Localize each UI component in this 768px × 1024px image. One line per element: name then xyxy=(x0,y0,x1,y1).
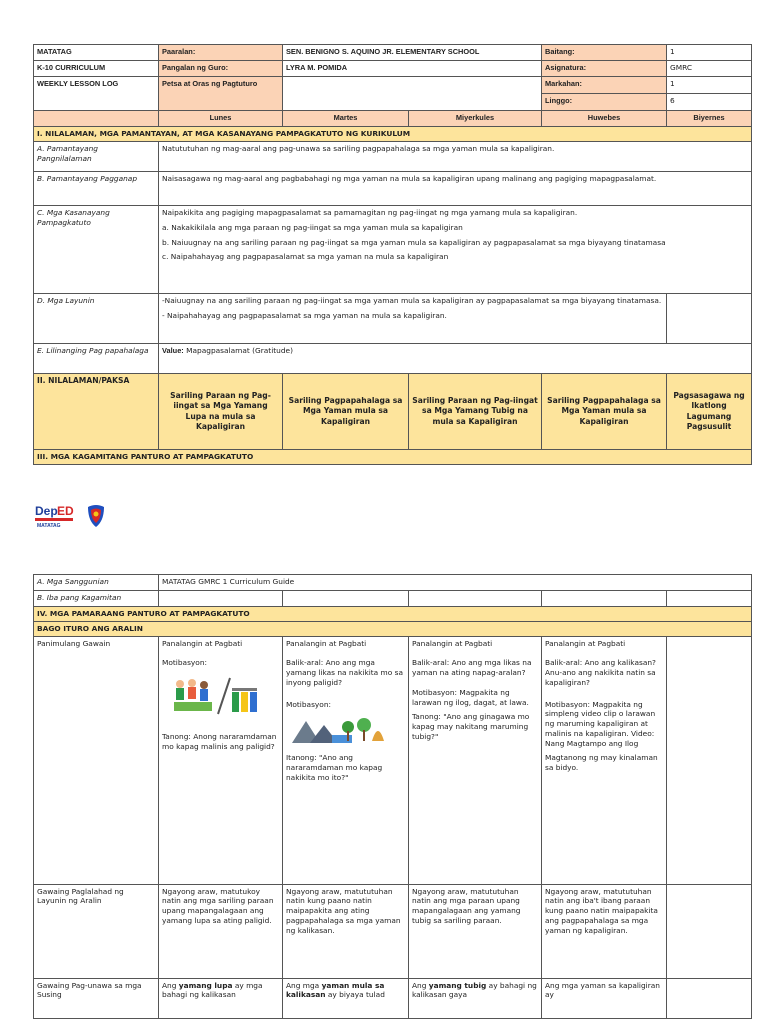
kagamitan-cell xyxy=(159,591,283,607)
panimula-text: Motibasyon: Magpakita ng larawan ng ilog, dagat, at lawa. xyxy=(412,687,529,707)
value-text: Mapagpasalamat (Gratitude) xyxy=(186,346,293,355)
panimula-text: Balik-aral: Ano ang mga likas na yaman na ating napag-aralan? xyxy=(412,658,532,678)
header-matatag: MATATAG xyxy=(34,45,159,61)
panimula-biyernes xyxy=(667,636,752,884)
panimula-text: Motibasyon: xyxy=(286,699,331,709)
kagamitan-cell xyxy=(542,591,667,607)
kagamitan-cell xyxy=(409,591,542,607)
layunin-gawain-martes: Ngayong araw, matututuhan natin kung paano natin maipapakita ang ating pagpapahalaga sa mga yaman ng kalikasan. xyxy=(283,884,409,978)
paaralan-label: Paaralan: xyxy=(159,45,283,61)
topic-miyerkules: Sariling Paraan ng Pag-iingat sa Mga Yamang Tubig na mula sa Kapaligiran xyxy=(409,374,542,450)
lesson-log-table-1 xyxy=(33,44,752,465)
panimula-text: Panalangin at Pagbati xyxy=(162,638,243,648)
guro-value: LYRA M. POMIDA xyxy=(283,61,542,77)
section3-title: III. MGA KAGAMITANG PANTURO AT PAMPAGKATUTO xyxy=(34,450,752,465)
topic-lunes: Sariling Paraan ng Pag-iingat sa Mga Yamang Lupa na mula sa Kapaligiran xyxy=(159,374,283,450)
topic-biyernes: Pagsasagawa ng Ikatlong Lagumang Pagsusulit xyxy=(667,374,752,450)
panimula-text: Balik-aral: Ano ang kalikasan? Anu-ano ang nakikita natin sa kapaligiran? xyxy=(545,658,656,687)
pamantayang-pagganap-text: Naisasagawa ng mag-aaral ang pagbabahagi ng mga yaman na mula sa kapaligiran upang malinang ang pagiging mapagpasalamat. xyxy=(159,172,752,206)
pamantayang-pagganap-label: B. Pamantayang Pagganap xyxy=(34,172,159,206)
panimula-text: Panalangin at Pagbati xyxy=(412,638,493,648)
kagamitan-label: B. Iba pang Kagamitan xyxy=(34,591,159,607)
section2-title: II. NILALAMAN/PAKSA xyxy=(34,374,159,450)
panimula-text: Tanong: Anong nararamdaman mo kapag malinis ang paligid? xyxy=(162,732,277,751)
pagunawa-bold: yamang tubig xyxy=(428,980,487,990)
recycling-kids-image xyxy=(168,674,263,718)
pagunawa-miyerkules xyxy=(409,978,542,1018)
kasanayan-line: a. Nakakikilala ang mga paraan ng pag-iingat sa mga yaman mula sa kapaligiran xyxy=(162,222,463,232)
pagunawa-pre: Ang mga xyxy=(286,980,322,990)
pagunawa-pre: Ang mga yaman sa kapaligiran ay xyxy=(545,980,660,1000)
panimula-martes xyxy=(283,636,409,884)
pagunawa-post: ay mga bahagi ng kalikasan xyxy=(162,980,263,1000)
day-martes: Martes xyxy=(283,111,409,127)
kasanayan-label: C. Mga Kasanayang Pampagkatuto xyxy=(34,206,159,294)
kasanayan-line: Naipakikita ang pagiging mapagpasalamat sa pamamagitan ng pag-iingat ng mga yamang mula sa kapaligiran. xyxy=(162,208,578,217)
pagunawa-pre: Ang xyxy=(162,980,179,990)
layunin-line: - Naipahahayag ang pagpapasalamat sa mga yaman na mula sa kapaligiran. xyxy=(162,310,447,320)
panimula-miyerkules xyxy=(409,636,542,884)
layunin-gawain-miyerkules: Ngayong araw, matututuhan natin ang mga paraan upang mapangalagaan ang yamang tubig sa sariling paraan. xyxy=(409,884,542,978)
day-biyernes: Biyernes xyxy=(667,111,752,127)
linggo-label: Linggo: xyxy=(542,94,667,111)
pagunawa-biyernes xyxy=(667,978,752,1018)
panimula-text: Itanong: "Ano ang nararamdaman mo kapag nakikita mo ito?" xyxy=(286,753,383,782)
pagunawa-label: Gawaing Pag-unawa sa mga Susing xyxy=(34,978,159,1018)
panimula-label: Panimulang Gawain xyxy=(34,636,159,884)
layunin-gawain-biyernes xyxy=(667,884,752,978)
pagunawa-post: ay bahagi ng kalikasan gaya xyxy=(412,980,537,1000)
section4-title: IV. MGA PAMARAANG PANTURO AT PAMPAGKATUTO xyxy=(34,607,752,622)
svg-text:MATATAG: MATATAG xyxy=(37,523,61,529)
pagunawa-pre: Ang xyxy=(412,980,429,990)
markahan-value: 1 xyxy=(667,77,752,94)
day-lunes: Lunes xyxy=(159,111,283,127)
deped-logo xyxy=(34,501,124,529)
kasanayan-text xyxy=(159,206,752,294)
asignatura-value: GMRC xyxy=(667,61,752,77)
paaralan-value: SEN. BENIGNO S. AQUINO JR. ELEMENTARY SCHOOL xyxy=(283,45,542,61)
kagamitan-cell xyxy=(667,591,752,607)
header-weekly-log: WEEKLY LESSON LOG xyxy=(34,77,159,111)
sanggunian-label: A. Mga Sanggunian xyxy=(34,575,159,591)
kasanayan-line: b. Naiuugnay na ang sariling paraan ng pag-iingat sa mga yaman mula sa kapaligiran ay pagpapasalamat sa mga biyayang tinatamasa xyxy=(162,237,666,247)
pagpapahalaga-text xyxy=(159,344,752,374)
pagunawa-post: ay biyaya tulad xyxy=(325,990,385,1000)
pagunawa-bold: yaman mula sa kalikasan xyxy=(286,980,385,1000)
layunin-line: -Naiuugnay na ang sariling paraan ng pag-iingat sa mga yaman mula sa kapaligiran ay pagpapasalamat sa mga biyayang tinatamasa. xyxy=(162,296,662,305)
petsa-value xyxy=(283,77,542,111)
day-huwebes: Huwebes xyxy=(542,111,667,127)
logos xyxy=(34,501,124,529)
panimula-huwebes xyxy=(542,636,667,884)
kagamitan-cell xyxy=(283,591,409,607)
panimula-lunes xyxy=(159,636,283,884)
layunin-label: D. Mga Layunin xyxy=(34,294,159,344)
panimula-text: Panalangin at Pagbati xyxy=(545,638,626,648)
lesson-log-table-2 xyxy=(33,574,752,1019)
sanggunian-text: MATATAG GMRC 1 Curriculum Guide xyxy=(159,575,752,591)
section4-subtitle: BAGO ITURO ANG ARALIN xyxy=(34,621,752,636)
pagunawa-huwebes xyxy=(542,978,667,1018)
layunin-blank xyxy=(667,294,752,344)
value-label: Value: xyxy=(162,346,184,355)
markahan-label: Markahan: xyxy=(542,77,667,94)
section1-title: I. NILALAMAN, MGA PAMANTAYAN, AT MGA KASANAYANG PAMPAGKATUTO NG KURIKULUM xyxy=(34,127,752,142)
petsa-label: Petsa at Oras ng Pagtuturo xyxy=(159,77,283,111)
header-curriculum: K-10 CURRICULUM xyxy=(34,61,159,77)
day-miyerkules: Miyerkules xyxy=(409,111,542,127)
topic-huwebes: Sariling Pagpapahalaga sa Mga Yaman mula sa Kapaligiran xyxy=(542,374,667,450)
panimula-text: Tanong: "Ano ang ginagawa mo kapag may nakitang maruming tubig?" xyxy=(412,712,530,741)
nature-scene-image xyxy=(292,715,387,745)
layunin-text xyxy=(159,294,667,344)
panimula-text: Motibasyon: xyxy=(162,658,207,668)
svg-text:Dep: Dep xyxy=(35,504,58,518)
asignatura-label: Asignatura: xyxy=(542,61,667,77)
pagunawa-martes xyxy=(283,978,409,1018)
pamantayang-pangnilalaman-text: Natututuhan ng mag-aaral ang pag-unawa sa sariling pagpapahalaga sa mga yaman mula sa kapaligiran. xyxy=(159,142,752,172)
layunin-gawain-label: Gawaing Paglalahad ng Layunin ng Aralin xyxy=(34,884,159,978)
guro-label: Pangalan ng Guro: xyxy=(159,61,283,77)
baitang-value: 1 xyxy=(667,45,752,61)
pagunawa-lunes xyxy=(159,978,283,1018)
days-blank xyxy=(34,111,159,127)
panimula-text: Motibasyon: Magpakita ng simpleng video clip o larawan ng maruming kapaligiran at malinis na kapaligiran. Video: Nang Magtampo ang Ilog xyxy=(545,699,656,748)
pagunawa-bold: yamang lupa xyxy=(178,980,233,990)
kasanayan-line: c. Naipahahayag ang pagpapasalamat sa mga yaman na mula sa kapaligiran xyxy=(162,252,449,262)
baitang-label: Baitang: xyxy=(542,45,667,61)
layunin-gawain-lunes: Ngayong araw, matutukoy natin ang mga sariling paraan upang mapangalagaan ang yamang lupa sa ating paligid. xyxy=(159,884,283,978)
pagpapahalaga-label: E. Lilinanging Pag papahalaga xyxy=(34,344,159,374)
panimula-text: Balik-aral: Ano ang mga yamang likas na nakikita mo sa inyong paligid? xyxy=(286,658,404,687)
panimula-text: Panalangin at Pagbati xyxy=(286,638,367,648)
panimula-text: Magtanong ng may kinalaman sa bidyo. xyxy=(545,753,658,773)
linggo-value: 6 xyxy=(667,94,752,111)
topic-martes: Sariling Pagpapahalaga sa Mga Yaman mula sa Kapaligiran xyxy=(283,374,409,450)
svg-text:ED: ED xyxy=(57,504,74,518)
layunin-gawain-huwebes: Ngayong araw, matututuhan natin ang iba't ibang paraan kung paano natin maipapakita ang pagpapahalaga sa mga yaman ng kapaligiran. xyxy=(542,884,667,978)
pamantayang-pangnilalaman-label: A. Pamantayang Pangnilalaman xyxy=(34,142,159,172)
